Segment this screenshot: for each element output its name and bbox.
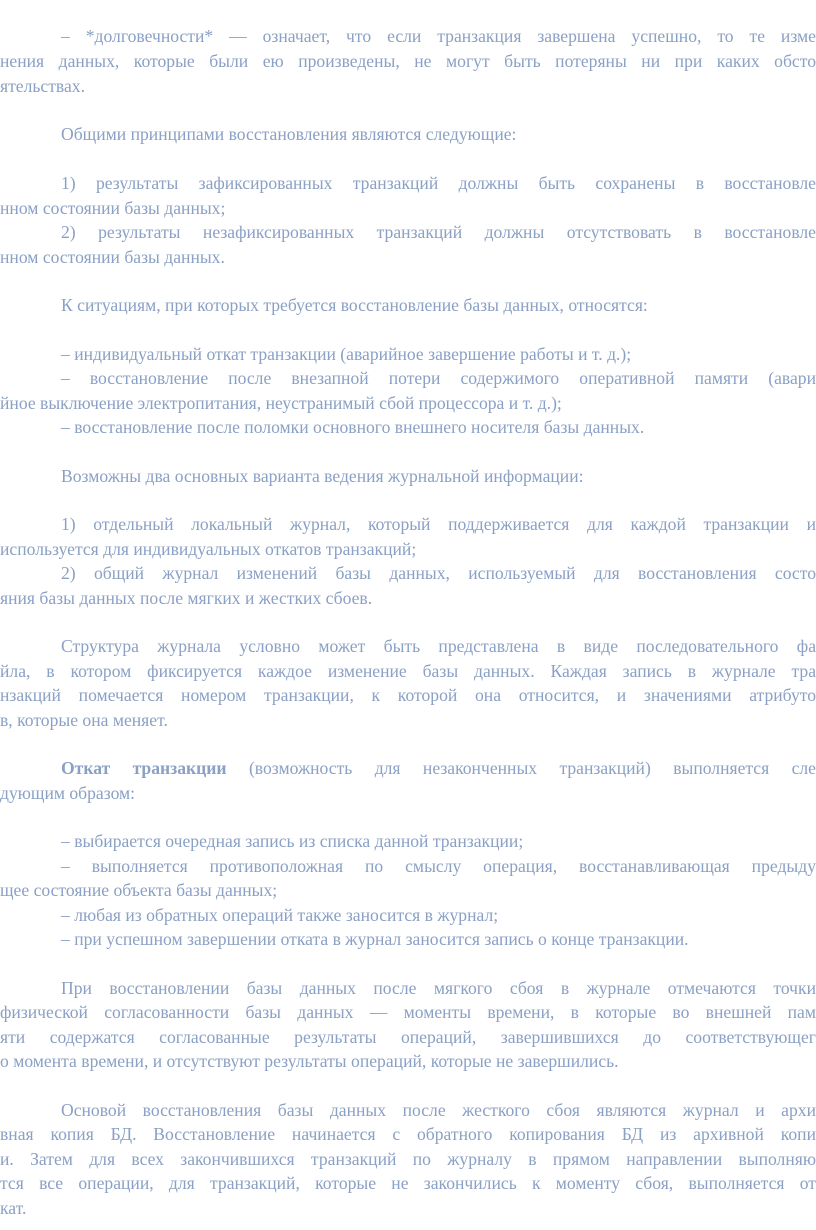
text-line: При восстановлении базы данных после мягкого сбоя в журнале отмечаются точки <box>61 978 816 998</box>
text-line: 1) отдельный локальный журнал, который поддерживается для каждой транзакции и <box>61 514 816 534</box>
text-line: нения данных, которые были ею произведены, не могут быть потеряны ни при каких обсто <box>0 51 816 71</box>
text-line: – выбирается очередная запись из списка данной транзакции; <box>61 831 524 851</box>
text-line: – восстановление после внезапной потери содержимого оперативной памяти (авари <box>61 368 816 388</box>
text-line: вная копия БД. Восстановление начинается с обратного копирования БД из архивной копи <box>0 1124 816 1144</box>
text-line: кат. <box>0 1198 27 1218</box>
text-line: в, которые она меняет. <box>0 710 168 730</box>
text-line: 1) результаты зафиксированных транзакций должны быть сохранены в восстановле <box>61 173 816 193</box>
text-line: о момента времени, и отсутствуют результаты операций, которые не завершились. <box>0 1051 619 1071</box>
text-line: Основой восстановления базы данных после жесткого сбоя являются журнал и архи <box>61 1100 816 1120</box>
text-line: яти содержатся согласованные результаты операций, завершившихся до соответствующег <box>0 1027 816 1047</box>
text-line: ятельствах. <box>0 76 85 96</box>
text-line: – выполняется противоположная по смыслу операция, восстанавливающая предыду <box>61 856 816 876</box>
text-line: Структура журнала условно может быть представлена в виде последовательного фа <box>61 636 816 656</box>
text-line: йное выключение электропитания, неустранимый сбой процессора и т. д.); <box>0 393 562 413</box>
text-line: нном состоянии базы данных. <box>0 247 225 267</box>
text-line: – индивидуальный откат транзакции (аварийное завершение работы и т. д.); <box>61 344 632 364</box>
text-line: К ситуациям, при которых требуется восстановление базы данных, относятся: <box>61 295 648 315</box>
text-line: – восстановление после поломки основного внешнего носителя базы данных. <box>61 417 645 437</box>
text-line: дующим образом: <box>0 783 136 803</box>
text-line: Общими принципами восстановления являются следующие: <box>61 124 517 144</box>
text-line: физической согласованности базы данных — моменты времени, в которые во внешней пам <box>0 1002 816 1022</box>
text-line: и. Затем для всех закончившихся транзакций по журналу в прямом направлении выполняю <box>0 1149 816 1169</box>
text-line <box>61 757 816 779</box>
text-line: щее состояние объекта базы данных; <box>0 880 278 900</box>
text-line: йла, в котором фиксируется каждое изменение базы данных. Каждая запись в журнале тра <box>0 661 816 681</box>
text-line: тся все операции, для транзакций, которые не закончились к моменту сбоя, выполняется от <box>0 1173 816 1193</box>
text-span: (возможность для незаконченных транзакций) выполняется сле <box>226 758 816 778</box>
text-line: яния базы данных после мягких и жестких сбоев. <box>0 588 373 608</box>
text-line: 2) результаты незафиксированных транзакций должны отсутствовать в восстановле <box>61 222 816 242</box>
text-line: Возможны два основных варианта ведения журнальной информации: <box>61 466 584 486</box>
text-line: нном состоянии базы данных; <box>0 198 226 218</box>
bold-term: Откат транзакции <box>61 758 227 778</box>
text-line: – *долговечности* — означает, что если транзакция завершена успешно, то те изме <box>61 26 816 46</box>
text-line: используется для индивидуальных откатов транзакций; <box>0 539 417 559</box>
text-line: – при успешном завершении отката в журнал заносится запись о конце транзакции. <box>61 929 689 949</box>
text-line: 2) общий журнал изменений базы данных, используемый для восстановления состо <box>61 563 816 583</box>
text-line: – любая из обратных операций также заносится в журнал; <box>61 905 499 925</box>
text-line: нзакций помечается номером транзакции, к которой она относится, и значениями атрибуто <box>0 685 816 705</box>
